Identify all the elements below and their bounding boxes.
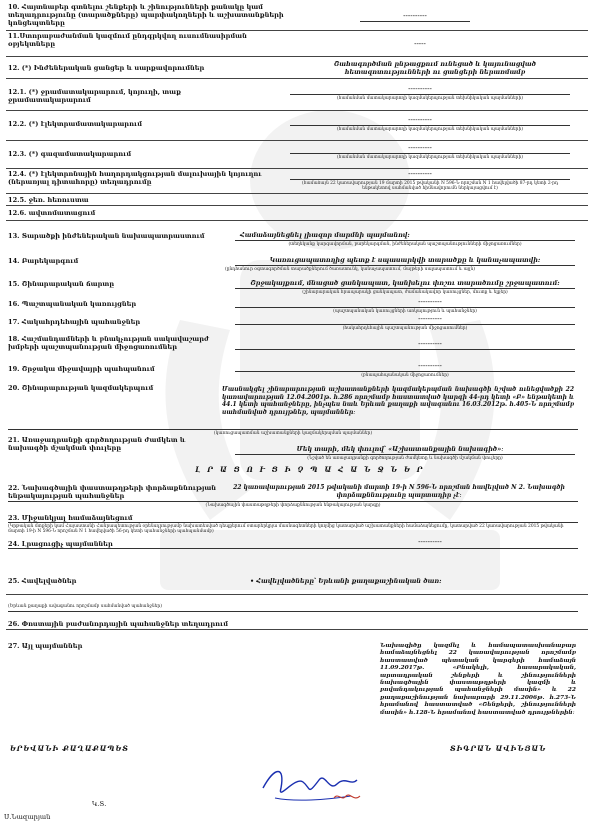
row-11-label: 11.Ստորաբաժանման կազմում ընդգրկվող ուսումնասիրման օբյեկտները <box>8 32 247 48</box>
row-22-label: 22. Նախագծային փաստաթղթերի փորձաքննության ենթակայության պահանջներ <box>8 484 217 500</box>
seal-label: Կ.Տ. <box>92 800 107 808</box>
row-15-label: 15. Շինարարական ճարտը <box>8 280 115 288</box>
row-25-label: 25. Հավելվածներ <box>8 577 77 585</box>
row-18-value: ---------- <box>418 340 442 348</box>
row-12-3-value: ---------- <box>408 144 432 152</box>
row-19-value: ---------- <box>418 362 442 370</box>
row-22-value: 22 կառավարության 2015 թվականի մարտի 19-ի N 596-Ն որոշման հավելված N 2. Նախագծի փորձաքննությունը պարտադիր չէ։ <box>233 484 565 499</box>
row-15-note: (շինարարական հրապարակի ցանկապատ, ժամանակավոր կառույցներ, մուտք և ելքեր) <box>302 290 508 295</box>
row-20-note: (կառուցապատման աշխատանքների կազմակերպման պայմաններ) <box>213 431 373 436</box>
row-14-label: 14. Բարեկարգում <box>8 257 79 265</box>
row-12-1-note: (համանման մատակարարողի կազմակերպության տեխնիկական պայմանների) <box>336 96 524 101</box>
row-13-note: (տեղեկանք կարգավորման, բարեկարգման, ինժեներական պաշտպանությունների միջոցառումներ) <box>288 242 522 247</box>
row-13-value: Համաձայնեցնել լիազոր մարմնի պայմանով: <box>240 231 410 239</box>
row-12-1-label: 12.1. (*) ջրամատակարարում, կոյուղի, տաք ջրամատակարարում <box>8 88 181 104</box>
executor-name: Ս.Նազարյան <box>4 813 51 821</box>
row-20-label: 20. Շինարարության կազմակերպում <box>8 384 154 392</box>
row-12-2-label: 12.2. (*) էլեկտրամատակարարում <box>8 120 142 128</box>
row-21-stamp: Լ Ր Ա Ց Ո Ւ Ց Ի Չ Պ Ա Հ Ա Ն Ջ Ն Ե Ր <box>195 465 425 474</box>
row-24-label: 24. Լրացուցիչ պայմաններ <box>8 540 113 548</box>
mayor-name: ՏԻԳՐԱՆ ԱՎԻՆՅԱՆ <box>450 744 547 753</box>
row-16-value: ---------- <box>418 298 442 306</box>
row-26-value: (Երևան քաղաքի ավագանու որոշմամբ սահմանված պահանջներ) <box>8 604 162 609</box>
row-16-note: (պաշտպանական կառույցների առկայություն և պահանջներ) <box>333 309 477 314</box>
row-12-4-note: (համաձայն 22 կառավարության 19 մարտի 2015 թվականի N 596-Ն որոշման N 1 հավելվածի 87-րդ կետի 2-րդ ենթակետով սահմանված հիմնավորումն ներկայացվում է) <box>302 181 558 191</box>
row-21-note: (Նշված են առաջադրանքի գործողության ժամկետը և նախագծի մշակման փուլերը) <box>307 456 503 461</box>
row-12-3-note: (համանման մատակարարողի կազմակերպության տեխնիկական պայմանների) <box>336 155 524 160</box>
row-16-label: 16. Պաշտպանական կառույցներ <box>8 300 137 308</box>
row-12-4-value: ---------- <box>408 170 432 178</box>
row-12-3-label: 12.3. (*) գազամատակարարում <box>8 150 132 158</box>
row-17-value: ---------- <box>418 315 442 323</box>
row-12-6-label: 12.6. ավտոմատացում <box>8 209 96 217</box>
seal-mark <box>330 790 366 804</box>
row-23-label: 23. Միջանկյալ համաձայնեցում <box>8 514 133 522</box>
row-20-value: Մասնակցել շինարարության աշխատանքների կազմակերպման նախագծի նշված ունեցվածքի 22 կառավարության 12.04.2001թ. հ.286 որոշմամբ հաստատված կարգի 44-րդ կետի «Բ» ենթակետի և 44.1 կետի պահանջները, ինչպես նաև Երևան քաղաքի ավագանու 16.03.2012թ. հ.405-Ն որոշմամբ սահմանված դրույթներ, պայմաններ։ <box>222 386 574 416</box>
row-21-value: Մեկ տարի, մեկ փուլով՝ «Աշխատանքային նախագիծ»։ <box>296 445 504 453</box>
row-19-note: (բնապահպանական միջոցառումներ) <box>361 373 449 378</box>
row-17-note: (հակահրդեհային պաշտպանության միջոցառումներ) <box>342 326 468 331</box>
row-24-value: ---------- <box>418 538 442 546</box>
row-10-label: 10. Հայտնաբեր գտնելու շենքերի և շինությունների քանակը կամ տեղադրությունը (տարածքները) պարփակողների և աշխատանքների կոնցեպտները <box>8 3 284 27</box>
row-27-value: Նախագիծը կազմել և համապատասխանաբար համաձայնեցնել 22 կառավարության որոշմամբ հաստատված պետական կարգերի համաձայն 11.09.2017թ. «Բնակելի, հասարակական, արտադրական շենքերի և շինությունների նախագծային փաստաթղթերի կազմի և բովանդակության պահանջների մասին» և 22 քաղաքաշինության նախարարի 29.11.2006թ. հ.273-Ն հրամանով հաստատված «Շենքերի, շինությունների մասին» հ.128-Ն հրամանով հաստատված դրույթներին։ <box>380 642 576 716</box>
row-21-label: 21. Առաջադրանքի գործողության ժամկետ և նախագծի մշակման փուլերը <box>8 436 186 452</box>
row-27-label: 27. Այլ պայմաններ <box>8 642 83 650</box>
row-15-value: Շրջակայքում, մնացած ցանկապատ, կանխելու փոշու տարածումը շրջապատում: <box>250 279 560 287</box>
row-12-2-note: (համանման մատակարարողի կազմակերպության տեխնիկական պայմանների) <box>336 127 524 132</box>
row-23-value: (Կրթական մտքերի կամ Հայաստանի Հանրապետության օրենսդրությամբ նախատեսված դեպքերում օտարերկրյա մասնագետների կողմից կատարված աշխատանքների համաձայնեցումը, կատարված 22 կառավարության 2015 թվականի մարտի 19-ի N 596-Ն որոշման N 1 հավելվածի 56-րդ կետի պահանջների պահպանմամբ) <box>8 524 564 534</box>
row-13-label: 13. Տարածքի ինժեներական նախապատրաստում <box>8 232 205 240</box>
row-12-5-label: 12.5. ջեռ. հեռուստա <box>8 196 89 204</box>
row-10-value: ---------- <box>403 12 427 20</box>
row-18-label: 18. Հաշմանդամների և բնակչության սակավաշարժ խմբերի պաշտպանության միջոցառումներ <box>8 335 210 351</box>
row-17-label: 17. Հակահրդեհային պահանջներ <box>8 318 141 326</box>
mayor-title: ԵՐԵՎԱՆԻ ՔԱՂԱՔԱՊԵՏ <box>10 744 129 753</box>
row-14-note: (ընդհանուր օգտագործման տարածքներում ծառատունկ, կանաչապատում, մայթերի սալապատում և այլն) <box>225 267 475 272</box>
row-22-note: (Նախագծային փաստաթղթերի փորձաքննության ենթակայության կարգը) <box>205 503 381 508</box>
row-12-value: Շահագործման ընթացքում ունեցած և կայունացված հետազոտությունների ու ցանցերի ներառմամբ <box>333 60 537 76</box>
row-12-4-label: 12.4. (*) էլեկտրոնային հաղորդակցության մալուխային կոյուղու (ներառյալ դիտահորը) տեղադրումը <box>8 170 262 186</box>
row-19-label: 19. Շրջակա միջավայրի պահպանում <box>8 365 155 373</box>
row-26-label: 26. Փոստային բաժանորդային պահանջներ տեղադրում <box>8 620 228 628</box>
row-11-value: ----- <box>414 40 426 48</box>
row-12-label: 12. (*) Ինժեներական ցանցեր և սարքավորումներ <box>8 64 205 72</box>
row-12-1-value: ---------- <box>408 85 432 93</box>
row-25-value: • Հավելվածները՝ Երևանի քաղաքաշինական ծառ: <box>250 577 442 585</box>
row-14-value: Կառուցապատողից պետք է սպասարկվի տարածքը և կանաչապատվի: <box>269 256 541 264</box>
row-12-2-value: ---------- <box>408 116 432 124</box>
